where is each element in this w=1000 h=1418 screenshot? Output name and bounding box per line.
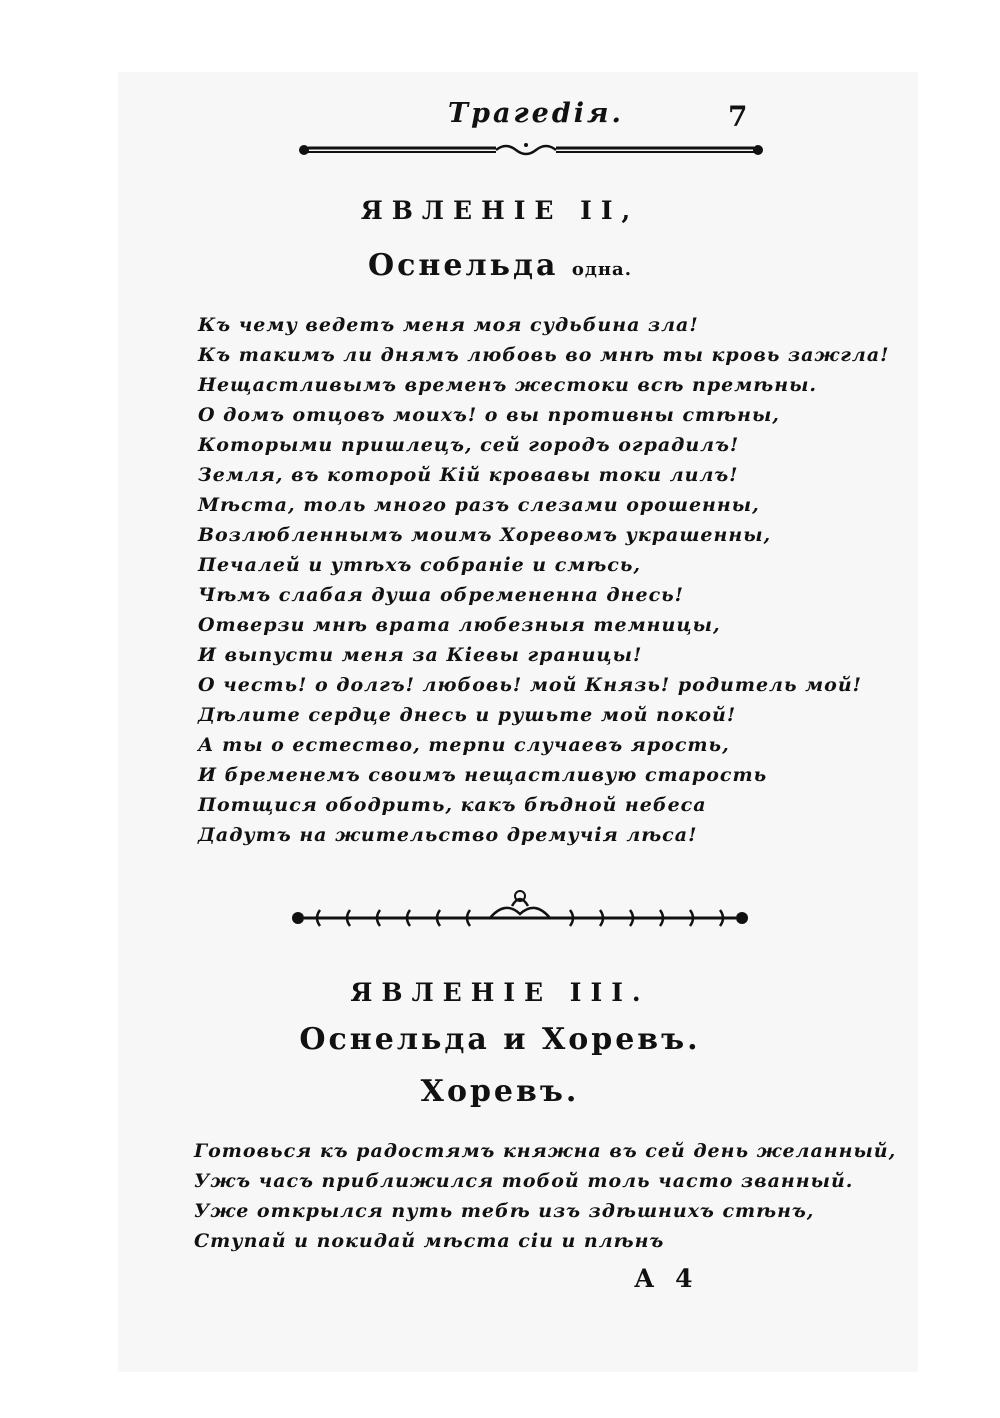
verse-line: О честь! о долгъ! любовь! мой Князь! родитель мой! xyxy=(198,674,862,696)
scene-3-speaker: Хоревъ. xyxy=(420,1074,580,1109)
scene-2-cast-note: одна. xyxy=(571,259,632,280)
verse-line: Мѣста, толь много разъ слезами орошенны, xyxy=(198,494,760,516)
verse-line: О домъ отцовъ моихъ! о вы противны стѣны, xyxy=(198,404,780,426)
verse-line: Готовься къ радостямъ княжна въ сей день желанный, xyxy=(194,1140,897,1162)
scene-3-verse xyxy=(194,1136,896,1256)
verse-line: Отверзи мнѣ врата любезныя темницы, xyxy=(198,614,721,636)
verse-line: Ужъ часъ приближился тобой толь часто званный. xyxy=(194,1170,854,1192)
scene-2-cast xyxy=(0,248,1000,283)
verse-line: А ты о естество, терпи случаевъ ярость, xyxy=(198,734,730,756)
verse-line: Ступай и покидай мѣста сіи и плѣнъ xyxy=(194,1230,665,1252)
verse-line: Нещастливымъ временъ жестоки всѣ премѣны. xyxy=(198,374,818,396)
verse-line: И выпусти меня за Кіевы границы! xyxy=(198,644,643,666)
signature-mark: А 4 xyxy=(634,1264,699,1293)
scene-2-verse xyxy=(198,310,889,850)
scene-divider-ornament xyxy=(290,888,750,938)
verse-line: Чѣмъ слабая душа обремененна днесь! xyxy=(198,584,685,606)
scene-2-heading: ЯВЛЕНІЕ II, xyxy=(360,196,640,225)
verse-line: Къ такимъ ли днямъ любовь во мнѣ ты кровь зажгла! xyxy=(198,344,890,366)
verse-line: Возлюбленнымъ моимъ Хоревомъ украшенны, xyxy=(198,524,772,546)
verse-line: И бременемъ своимъ нещастливую старость xyxy=(198,764,768,786)
running-head xyxy=(0,98,1000,138)
header-rule-ornament xyxy=(296,140,766,160)
verse-line: Потщися ободрить, какъ бѣдной небеса xyxy=(198,794,707,816)
verse-line: Земля, въ которой Кій кровавы токи лилъ! xyxy=(198,464,739,486)
scene-2-cast-name: Оснельда xyxy=(368,248,559,283)
running-title: Трагеdія. xyxy=(448,98,624,129)
scene-3-cast: Оснельда и Хоревъ. xyxy=(299,1022,701,1057)
scene-3-heading: ЯВЛЕНІЕ III. xyxy=(350,978,650,1007)
verse-line: Уже открылся путь тебѣ изъ здѣшнихъ стѣнъ, xyxy=(194,1200,815,1222)
verse-line: Къ чему ведетъ меня моя судьбина зла! xyxy=(198,314,699,336)
verse-line: Дадутъ на жительство дремучія лѣса! xyxy=(198,824,698,846)
verse-line: Дѣлите сердце днесь и рушьте мой покой! xyxy=(198,704,737,726)
page-number: 7 xyxy=(728,100,748,133)
verse-line: Печалей и утѣхъ собраніе и смѣсь, xyxy=(198,554,642,576)
verse-line: Которыми пришлецъ, сей городъ оградилъ! xyxy=(198,434,740,456)
